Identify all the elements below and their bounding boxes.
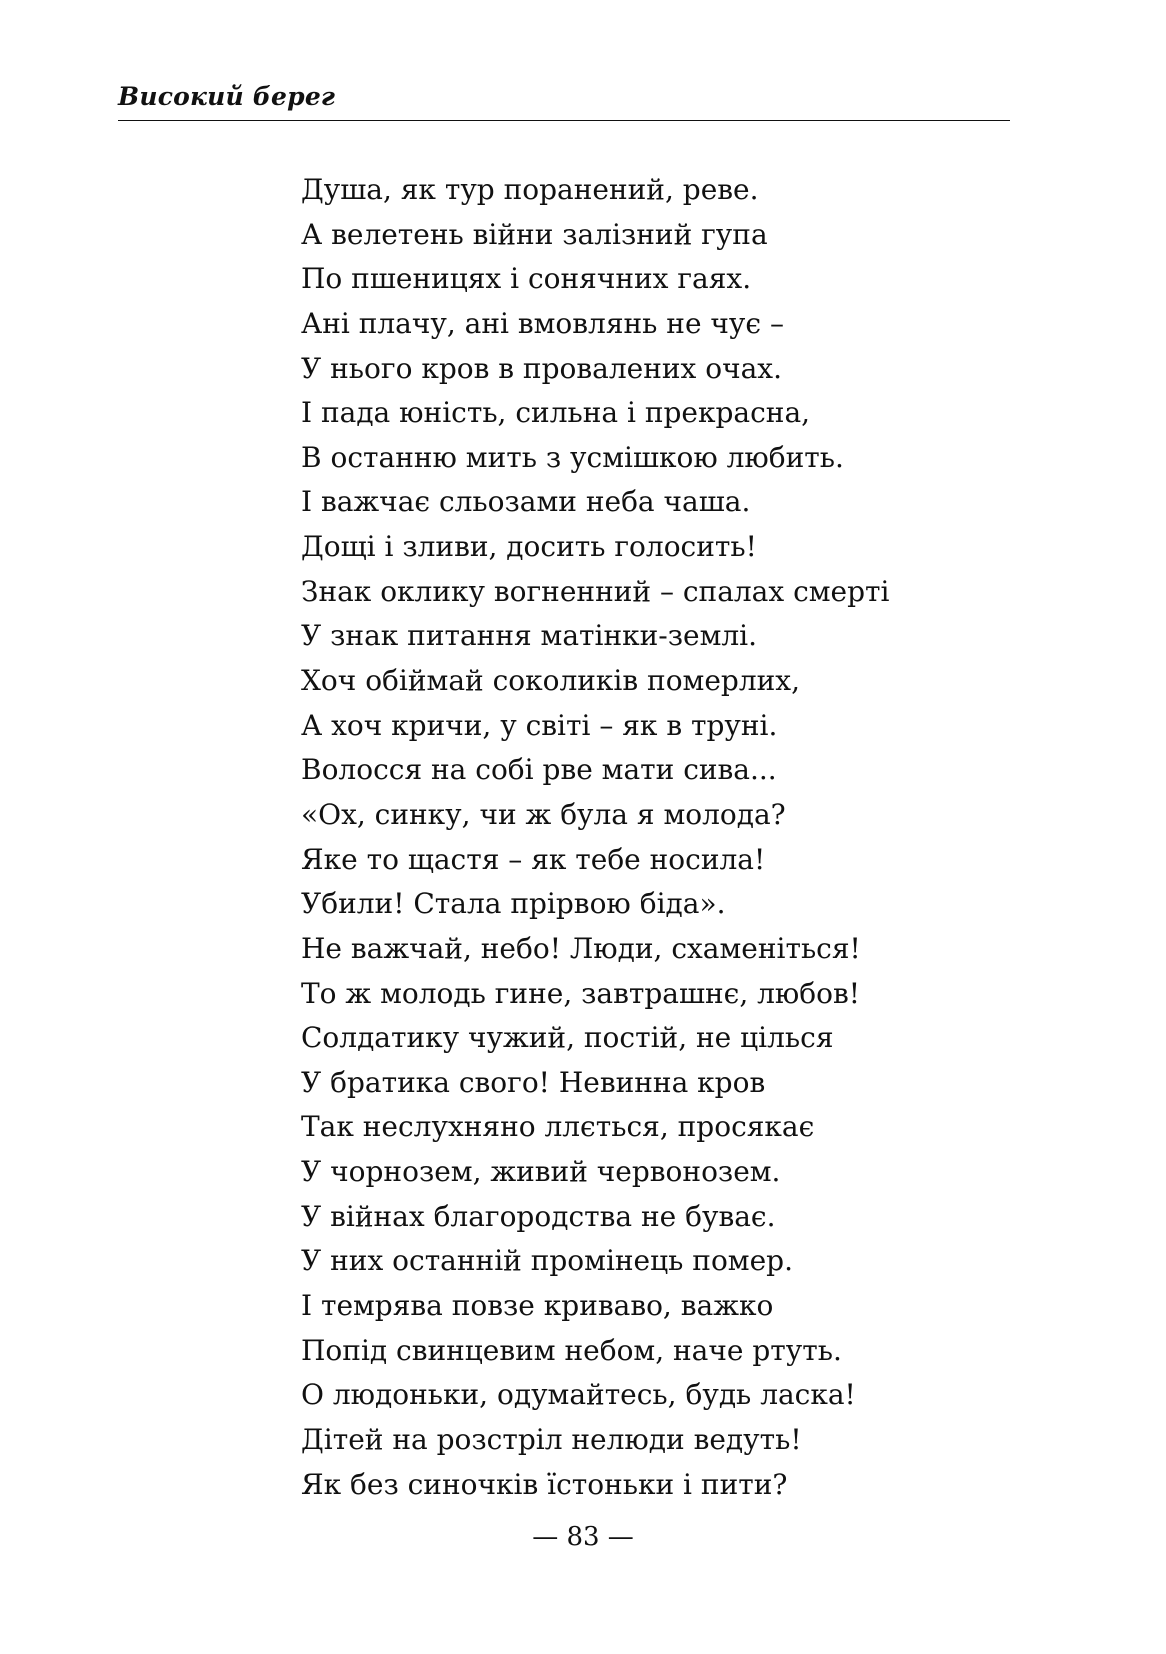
poem-line: То ж молодь гине, завтрашнє, любов! bbox=[301, 976, 861, 1010]
poem-line: Попід свинцевим небом, наче ртуть. bbox=[301, 1333, 842, 1367]
poem-line: І темрява повзе криваво, важко bbox=[301, 1289, 774, 1323]
poem-line: А хоч кричи, у світі – як в труні. bbox=[301, 708, 778, 742]
poem-line: І пада юність, сильна і прекрасна, bbox=[301, 396, 811, 430]
poem-line: Знак оклику вогненний – спалах смерті bbox=[301, 574, 890, 608]
poem-line: У них останній промінець помер. bbox=[301, 1244, 793, 1278]
poem-line: Як без синочків їстоньки і пити? bbox=[301, 1467, 788, 1501]
poem-line: У знак питання матінки-землі. bbox=[301, 619, 758, 653]
page-number: — 83 — bbox=[532, 1522, 634, 1552]
poem-line: Солдатику чужий, постій, не цілься bbox=[301, 1021, 834, 1055]
poem-line: У братика свого! Невинна кров bbox=[301, 1065, 766, 1099]
poem-line: Хоч обіймай соколиків померлих, bbox=[301, 664, 800, 698]
poem-line: В останню мить з усмішкою любить. bbox=[301, 440, 844, 474]
poem-line: Убили! Стала прірвою біда». bbox=[301, 887, 726, 921]
poem-line: Душа, як тур поранений, реве. bbox=[301, 173, 759, 206]
poem-line: По пшеницях і сонячних гаях. bbox=[301, 262, 752, 296]
poem-line: Дітей на розстріл нелюди ведуть! bbox=[301, 1422, 802, 1456]
poem-line: Ані плачу, ані вмовлянь не чує – bbox=[301, 306, 784, 340]
poem-line: Так неслухняно ллється, просякає bbox=[301, 1110, 815, 1144]
poem-line: О людоньки, одумайтесь, будь ласка! bbox=[301, 1378, 856, 1412]
poem-line: У чорнозем, живий червонозем. bbox=[301, 1155, 781, 1189]
poem-line: Не важчай, небо! Люди, схаменіться! bbox=[301, 931, 861, 965]
header-rule bbox=[118, 120, 1010, 121]
poem-line: У нього кров в провалених очах. bbox=[301, 351, 782, 385]
poem-line: Дощі і зливи, досить голосить! bbox=[301, 530, 757, 564]
poem-line: Яке то щастя – як тебе носила! bbox=[301, 842, 766, 876]
poem-line: І важчає сльозами неба чаша. bbox=[301, 485, 751, 519]
poem-line: У війнах благородства не буває. bbox=[301, 1199, 776, 1233]
running-head-title: Високий берег bbox=[118, 82, 336, 111]
poem-line: «Ох, синку, чи ж була я молода? bbox=[301, 797, 786, 831]
poem-body bbox=[301, 168, 889, 1507]
poem-line: Волосся на собі рве мати сива... bbox=[301, 753, 777, 787]
poem-line: А велетень війни залізний гупа bbox=[301, 217, 768, 251]
